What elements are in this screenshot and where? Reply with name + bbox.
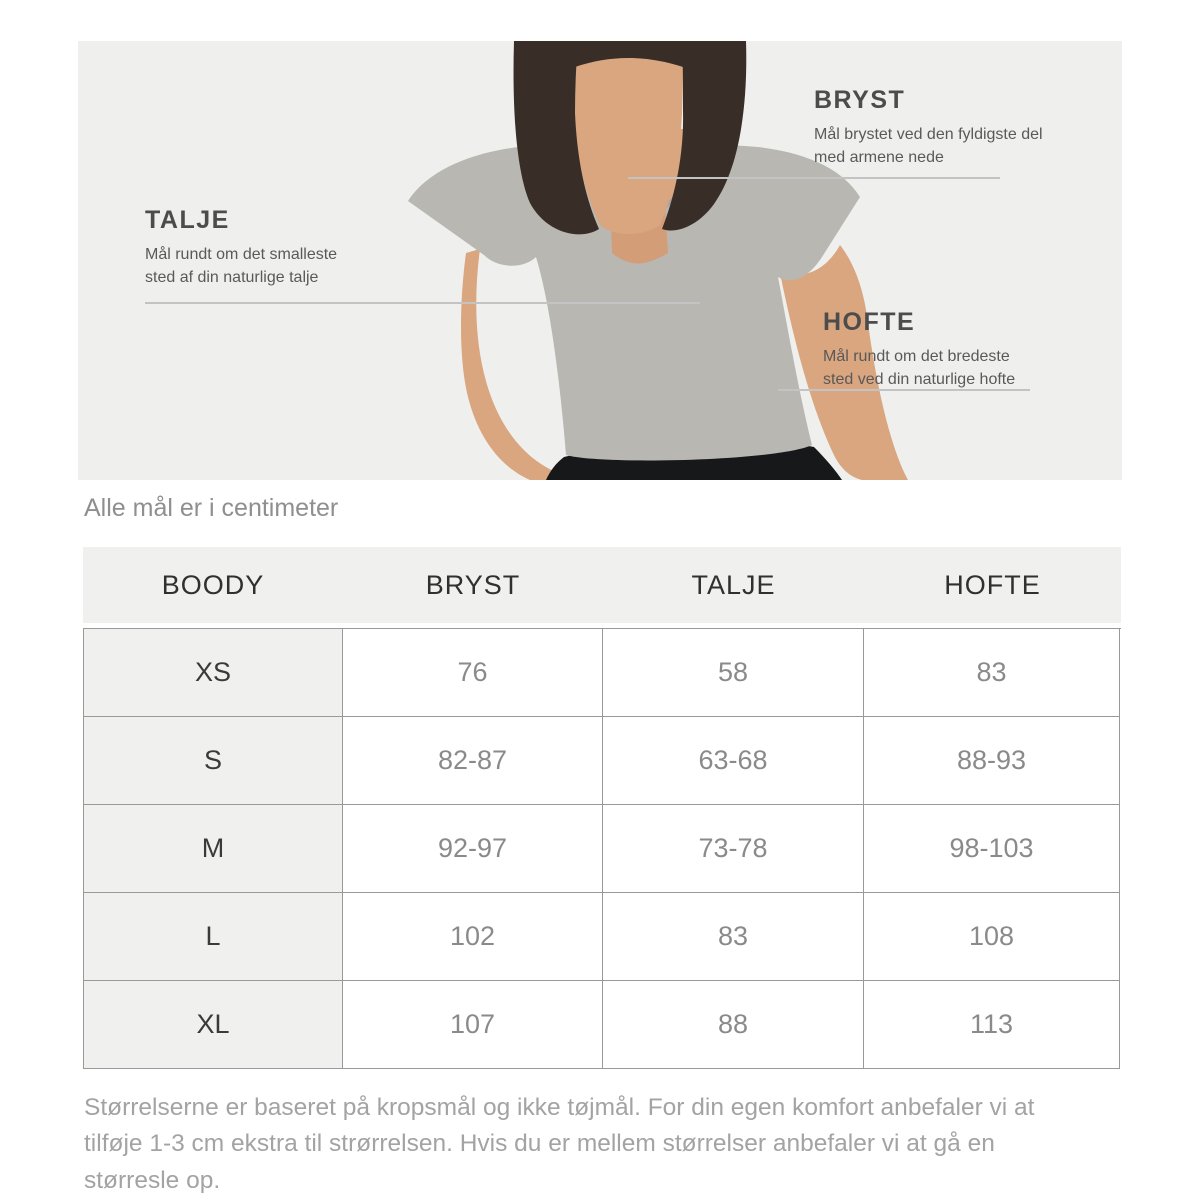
bryst-value: 82-87 (343, 717, 603, 805)
bryst-label: BRYST (814, 86, 906, 114)
bryst-value: 107 (343, 981, 603, 1069)
talje-value: 63-68 (603, 717, 864, 805)
bryst-description: Mål brystet ved den fyldigste del med armene nede (814, 126, 1043, 166)
size-label: XS (84, 629, 343, 717)
hofte-value: 113 (864, 981, 1120, 1069)
talje-value: 73-78 (603, 805, 864, 893)
table-row-m (84, 805, 1121, 893)
measurement-diagram (78, 41, 1122, 480)
hofte-value: 88-93 (864, 717, 1120, 805)
column-header-bryst: BRYST (425, 569, 521, 600)
talje-value: 83 (603, 893, 864, 981)
units-note: Alle mål er i centimeter (84, 494, 339, 522)
bryst-value: 92-97 (343, 805, 603, 893)
size-table-header (83, 547, 1121, 623)
table-row-xs (84, 629, 1121, 717)
column-header-talje: TALJE (691, 569, 776, 600)
talje-annotation (145, 206, 360, 289)
table-row-l (84, 893, 1121, 981)
size-label: S (84, 717, 343, 805)
talje-value: 58 (603, 629, 864, 717)
hofte-value: 108 (864, 893, 1120, 981)
talje-description: Mål rundt om det smalleste sted af din naturlige talje (145, 246, 338, 286)
bryst-value: 102 (343, 893, 603, 981)
column-header-boody: BOODY (161, 569, 265, 600)
size-label: L (84, 893, 343, 981)
hofte-annotation (823, 308, 1038, 391)
bryst-measure-line (628, 177, 1000, 179)
bryst-value: 76 (343, 629, 603, 717)
hofte-label: HOFTE (823, 308, 916, 336)
size-label: M (84, 805, 343, 893)
hofte-description: Mål rundt om det bredeste sted ved din naturlige hofte (823, 348, 1016, 388)
size-table (83, 628, 1121, 1069)
sizing-footnote: Størrelserne er baseret på kropsmål og ikke tøjmål. For din egen komfort anbefaler vi at tilføje 1-3 cm ekstra til strørrelsen. Hvis du er mellem størrelser anbefaler vi at gå en størresle op. (84, 1094, 1035, 1194)
table-row-xl (84, 981, 1121, 1069)
talje-value: 88 (603, 981, 864, 1069)
size-label: XL (84, 981, 343, 1069)
talje-measure-line (145, 302, 700, 304)
talje-label: TALJE (145, 206, 230, 234)
hofte-measure-line (778, 389, 1030, 391)
hofte-value: 83 (864, 629, 1120, 717)
hofte-value: 98-103 (864, 805, 1120, 893)
bryst-annotation (814, 86, 1049, 169)
column-header-hofte: HOFTE (944, 569, 1041, 600)
table-row-s (84, 717, 1121, 805)
